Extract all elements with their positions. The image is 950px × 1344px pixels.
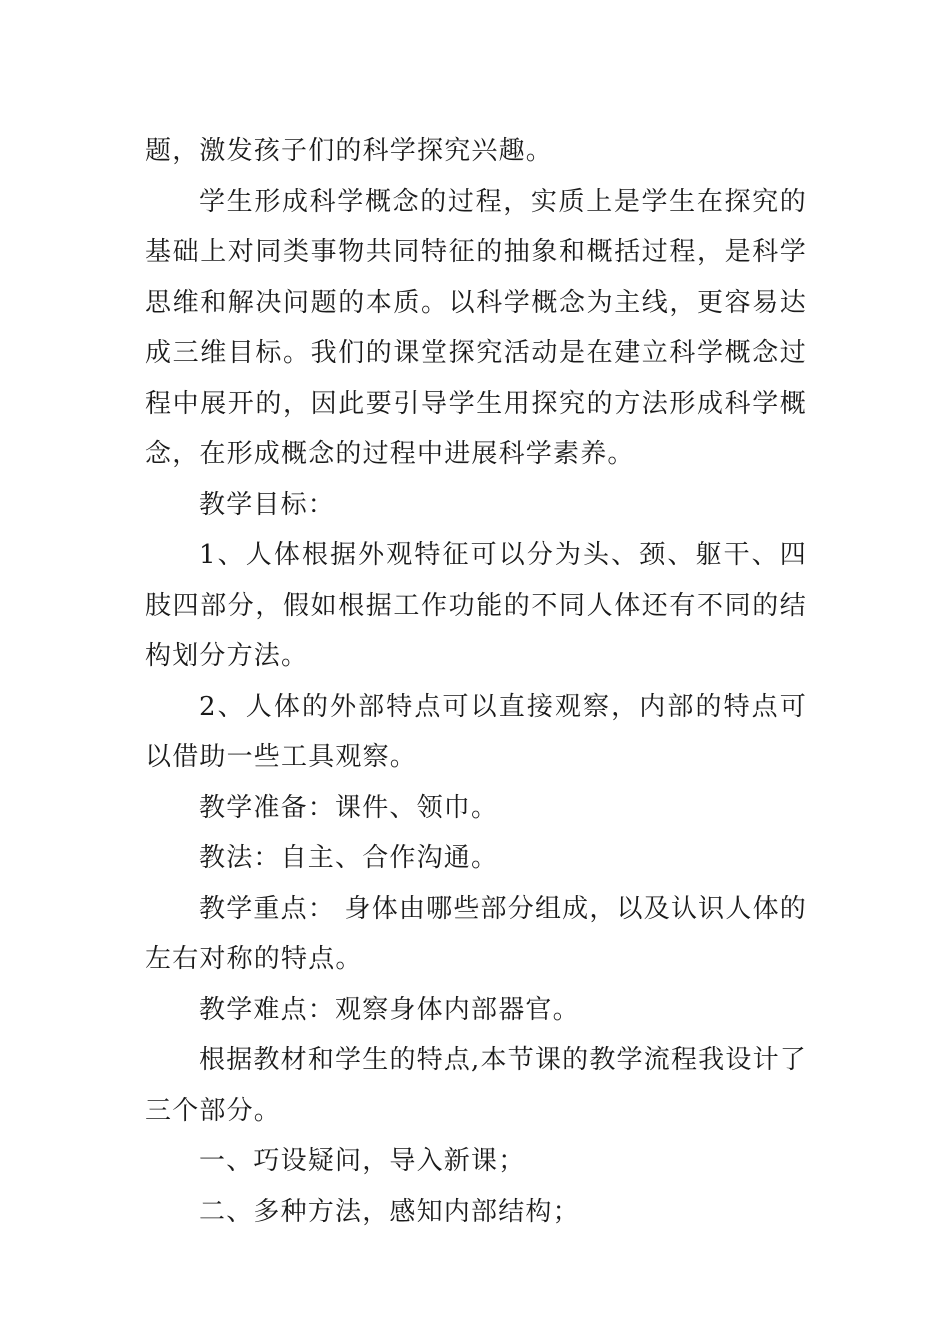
paragraph-teaching-preparation: 教学准备：课件、领巾。 (199, 792, 499, 823)
paragraph-lesson-flow: 根据教材和学生的特点,本节课的教学流程我设计了三个部分。 (145, 1045, 807, 1126)
paragraph-key-points: 教学重点： 身体由哪些部分组成，以及认识人体的左右对称的特点。 (145, 893, 807, 974)
paragraph-teaching-method: 教法：自主、合作沟通。 (199, 843, 499, 873)
flow-step-1: 一、巧设疑问，导入新课； (199, 1146, 526, 1176)
flow-step-2: 二、多种方法，感知内部结构； (199, 1196, 580, 1227)
paragraph-concept-formation: 学生形成科学概念的过程，实质上是学生在探究的基础上对同类事物共同特征的抽象和概括过程，是科学思维和解决问题的本质。以科学概念为主线，更容易达成三维目标。我们的课堂探究活动是在建立科学概念过程中展开的，因此要引导学生用探究的方法形成科学概念，在形成概念的过程中进展科学素养。 (145, 186, 807, 469)
objective-item-2: 2、人体的外部特点可以直接观察，内部的特点可以借助一些工具观察。 (145, 691, 807, 772)
document-page (145, 126, 807, 1237)
objective-item-1: 1、人体根据外观特征可以分为头、颈、躯干、四肢四部分，假如根据工作功能的不同人体还有不同的结构划分方法。 (145, 540, 807, 671)
paragraph-difficult-points: 教学难点：观察身体内部器官。 (199, 994, 580, 1025)
heading-teaching-objectives: 教学目标： (199, 489, 336, 520)
paragraph-intro-continuation: 题，激发孩子们的科学探究兴趣。 (145, 136, 554, 166)
